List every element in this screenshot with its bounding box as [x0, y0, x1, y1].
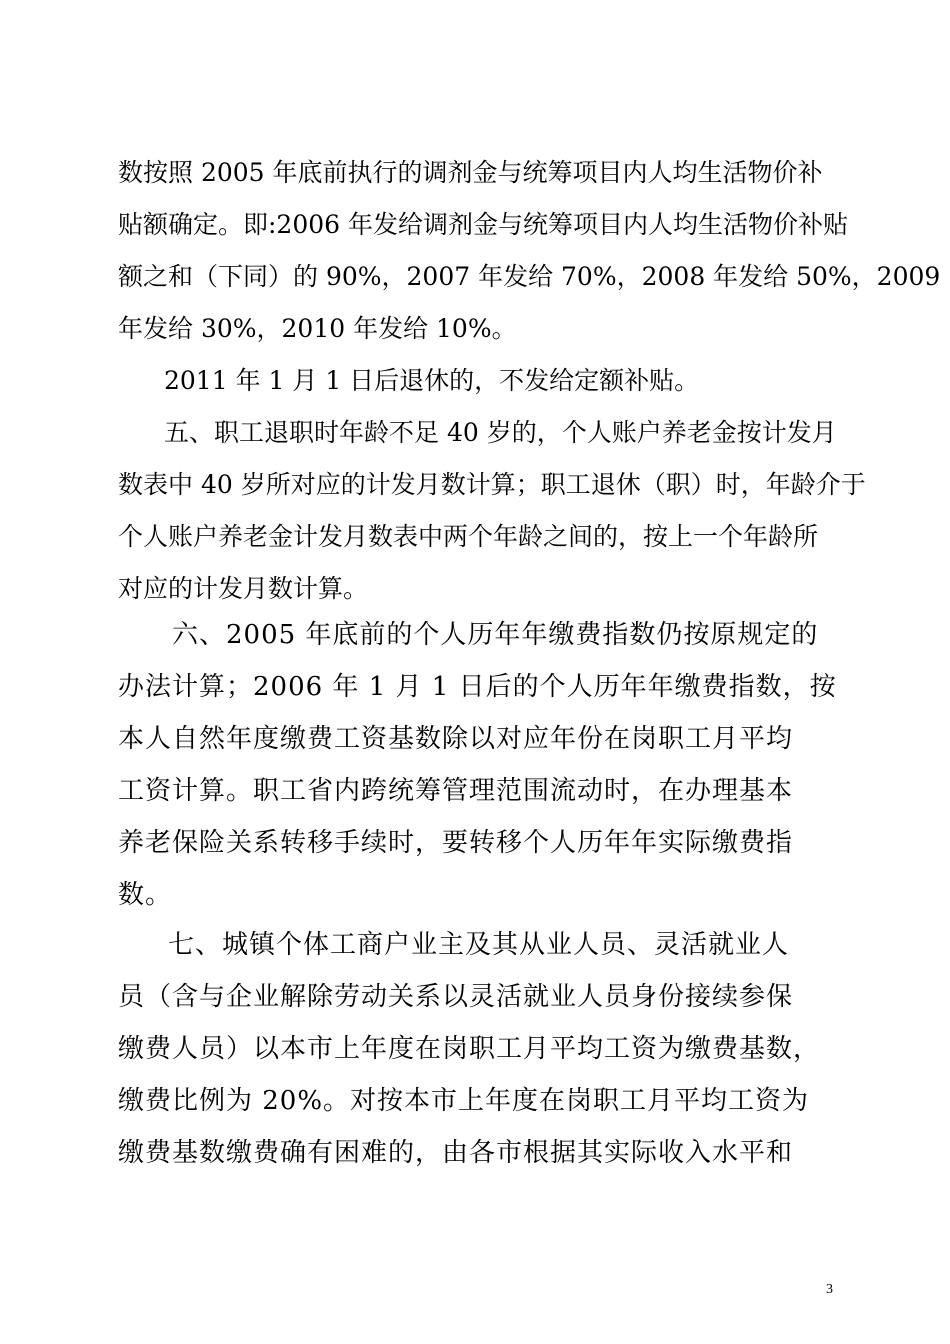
text-line: 工资计算。职工省内跨统筹管理范围流动时，在办理基本: [118, 776, 794, 806]
text-line: 员（含与企业解除劳动关系以灵活就业人员身份接续参保: [118, 982, 794, 1012]
text-line: 养老保险关系转移手续时，要转移个人历年年实际缴费指: [118, 828, 794, 858]
page-number: 3: [826, 1282, 833, 1297]
text-line: 额之和（下同）的 90%，2007 年发给 70%，2008 年发给 50%，2009: [118, 262, 941, 291]
text-line: 数表中 40 岁所对应的计发月数计算；职工退休（职）时，年龄介于: [118, 470, 866, 499]
text-line: 缴费基数缴费确有困难的，由各市根据其实际收入水平和: [118, 1138, 794, 1168]
text-line: 七、城镇个体工商户业主及其从业人员、灵活就业人: [168, 930, 790, 960]
text-line: 办法计算；2006 年 1 月 1 日后的个人历年年缴费指数，按: [118, 672, 837, 702]
text-line: 六、2005 年底前的个人历年年缴费指数仍按原规定的: [172, 620, 819, 650]
text-line: 对应的计发月数计算。: [118, 574, 369, 603]
text-line: 数。: [118, 880, 173, 910]
text-line: 贴额确定。即:2006 年发给调剂金与统筹项目内人均生活物价补贴: [118, 210, 848, 239]
text-line: 数按照 2005 年底前执行的调剂金与统筹项目内人均生活物价补: [118, 158, 823, 187]
text-line: 个人账户养老金计发月数表中两个年龄之间的，按上一个年龄所: [118, 522, 819, 551]
text-line: 缴费比例为 20%。对按本市上年度在岗职工月平均工资为: [118, 1086, 810, 1116]
paragraph-2011-rule: 2011 年 1 月 1 日后退休的，不发给定额补贴。: [164, 366, 700, 395]
text-line: 年发给 30%，2010 年发给 10%。: [118, 314, 517, 343]
text-line: 五、职工退职时年龄不足 40 岁的，个人账户养老金按计发月: [164, 418, 837, 447]
text-line: 缴费人员）以本市上年度在岗职工月平均工资为缴费基数，: [118, 1034, 821, 1064]
text-line: 本人自然年度缴费工资基数除以对应年份在岗职工月平均: [118, 724, 794, 754]
